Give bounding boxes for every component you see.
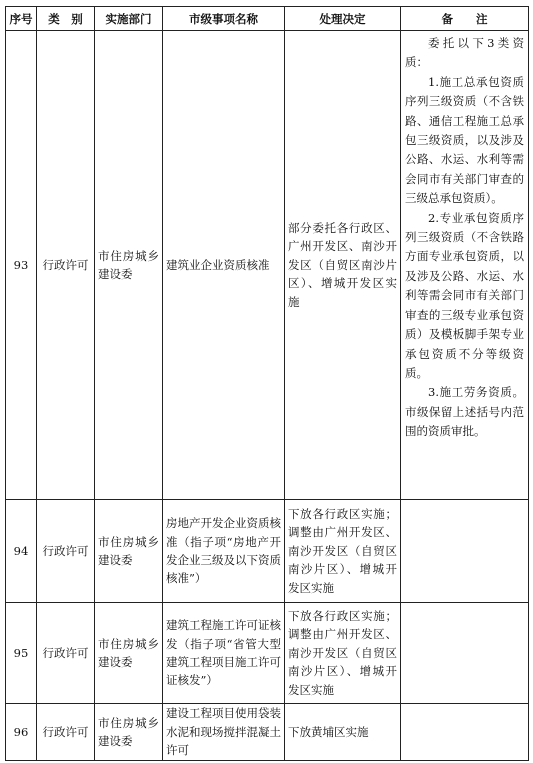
- cell-item: 房地产开发企业资质核准（指子项“房地产开发企业三级及以下资质核准”）: [163, 500, 285, 603]
- cell-no: 95: [6, 603, 37, 704]
- note-paragraph: 3.施工劳务资质。市级保留上述括号内范围的资质审批。: [405, 385, 524, 439]
- cell-note: [401, 500, 529, 603]
- decision-table: [5, 6, 529, 761]
- cell-dept: 市住房城乡建设委: [95, 500, 163, 603]
- table-row: [6, 603, 529, 704]
- header-decision: 处理决定: [285, 7, 401, 31]
- table-header-row: [6, 7, 529, 31]
- cell-category: 行政许可: [37, 603, 95, 704]
- cell-no: 94: [6, 500, 37, 603]
- cell-decision: 部分委托各行政区、广州开发区、南沙开发区（自贸区南沙片区）、增城开发区实施: [285, 31, 401, 500]
- header-item: 市级事项名称: [163, 7, 285, 31]
- cell-decision: 下放各行政区实施；调整由广州开发区、南沙开发区（自贸区南沙片区）、增城开发区实施: [285, 500, 401, 603]
- cell-category: 行政许可: [37, 31, 95, 500]
- cell-note: [401, 704, 529, 761]
- header-no: 序号: [6, 7, 37, 31]
- cell-note: [401, 603, 529, 704]
- cell-decision: 下放各行政区实施；调整由广州开发区、南沙开发区（自贸区南沙片区）、增城开发区实施: [285, 603, 401, 704]
- cell-dept: 市住房城乡建设委: [95, 704, 163, 761]
- cell-no: 96: [6, 704, 37, 761]
- note-paragraph: 1.施工总承包资质序列三级资质（不含铁路、通信工程施工总承包三级资质，以及涉及公路、水运、水利等需会同市有关部门审查的三级总承包资质）。: [405, 74, 524, 206]
- table-row: [6, 500, 529, 603]
- cell-dept: 市住房城乡建设委: [95, 31, 163, 500]
- cell-item: 建设工程项目使用袋装水泥和现场搅拌混凝土许可: [163, 704, 285, 761]
- cell-item: 建筑工程施工许可证核发（指子项“省管大型建筑工程项目施工许可证核发”）: [163, 603, 285, 704]
- table-row: [6, 31, 529, 500]
- cell-no: 93: [6, 31, 37, 500]
- header-category: 类 别: [37, 7, 95, 31]
- cell-item: 建筑业企业资质核准: [163, 31, 285, 500]
- cell-category: 行政许可: [37, 704, 95, 761]
- note-paragraph: 2.专业承包资质序列三级资质（不含铁路方面专业承包资质，以及涉及公路、水运、水利等需会同市有关部门审查的三级专业承包资质）及模板脚手架专业承包资质不分等级资质。: [405, 210, 524, 380]
- cell-note: [401, 31, 529, 500]
- cell-decision: 下放黄埔区实施: [285, 704, 401, 761]
- cell-category: 行政许可: [37, 500, 95, 603]
- cell-dept: 市住房城乡建设委: [95, 603, 163, 704]
- header-note: 备 注: [401, 7, 529, 31]
- table-row: [6, 704, 529, 761]
- header-dept: 实施部门: [95, 7, 163, 31]
- note-paragraph: 委托以下3类资质：: [405, 36, 524, 70]
